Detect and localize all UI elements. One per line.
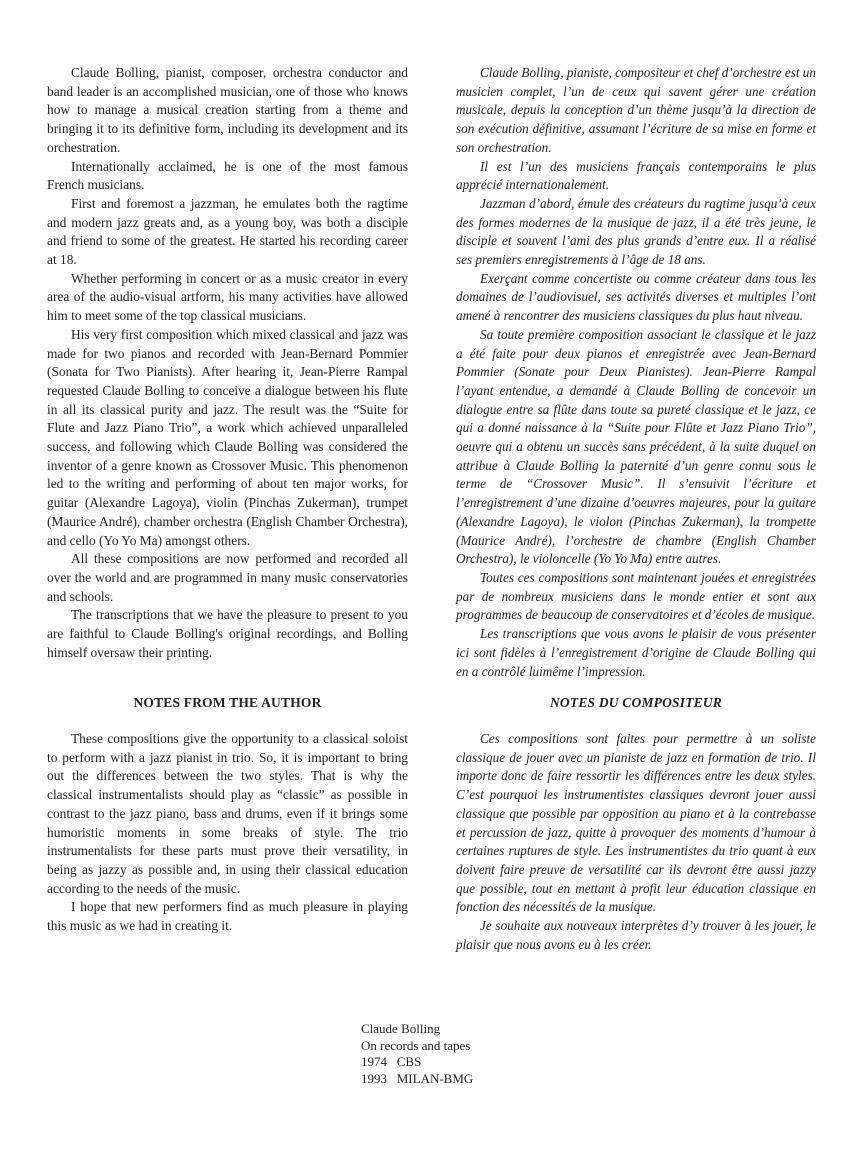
french-notes [456,730,816,954]
credit-label-1993: 1993 MILAN-BMG [361,1070,474,1086]
french-biography [456,64,816,681]
credit-media: On records and tapes [361,1037,471,1053]
en-notes-paragraph: I hope that new performers find as much pleasure in playing this music as we had in creating it. [47,899,408,934]
notes-from-author-heading: NOTES FROM THE AUTHOR [133,695,322,710]
en-notes-paragraph: These compositions give the opportunity to a classical soloist to perform with a jazz pianist in trio. So, it is important to bring out the differences between the two styles. That is why the classical instrumentalists should play as “classic” as possible in contrast to the jazz piano, bass and drums, even if it brings some humoristic moments in some breaks of style. The trio instrumentalists for these parts must prove their versatility, in being as jazzy as possible and, in using their classical education according to the needs of the music. [47,731,408,896]
fr-bio-paragraph: Claude Bolling, pianiste, compositeur et chef d’orchestre est un musicien complet, l’un de ceux qui savent gérer une création musicale, depuis la conception d’un thème jusqu’à la direction de son exécution définitive, assumant l’écriture de sa mise en forme et son orchestration. [456,65,816,155]
fr-bio-paragraph: Il est l’un des musiciens français contemporains le plus apprécié internationalement. [456,158,816,193]
en-bio-paragraph: His very first composition which mixed classical and jazz was made for two pianos and recorded with Jean-Bernard Pommier (Sonata for Two Pianists). After hearing it, Jean-Pierre Rampal requested Claude Bolling to conceive a dialogue between his flute in all its classical purity and jazz. The result was the “Suite for Flute and Jazz Piano Trio”, a work which achieved unparalleled success, and following which Claude Bolling was considered the inventor of a genre known as Crossover Music. This phenomenon led to the writing and performing of about ten major works, for guitar (Alexandre Lagoya), violin (Pinchas Zukerman), trumpet (Maurice André), chamber orchestra (English Chamber Orchestra), and cello (Yo Yo Ma) amongst others. [47,326,408,548]
fr-bio-paragraph: Exerçant comme concertiste ou comme créateur dans tous les domaines de l’audiovisuel, ses activités diverses et multiples l’ont amené à rencontrer des musiciens classiques du plus haut niveau. [456,270,816,324]
en-bio-paragraph: Claude Bolling, pianist, composer, orchestra conductor and band leader is an accomplished musician, one of those who knows how to manage a musical creation starting from a theme and bringing it to its definitive form, including its development and its orchestration. [47,65,408,155]
fr-notes-paragraph: Je souhaite aux nouveaux interprètes d’y trouver à les jouer, le plaisir que nous avons eu à les créer. [456,918,816,952]
en-bio-paragraph: All these compositions are now performed and recorded all over the world and are programmed in many music conservatories and schools. [47,551,408,604]
fr-bio-paragraph: Les transcriptions que vous avons le plaisir de vous présenter ici sont fidèles à l’enregistrement d’origine de Claude Bolling qui en a contrôlé luimême l’impression. [456,626,816,679]
credit-artist: Claude Bolling [361,1021,441,1036]
english-notes [47,730,408,936]
en-bio-paragraph: Whether performing in concert or as a music creator in every area of the audio-visual artform, his many activities have allowed him to meet some of the top classical musicians. [47,270,408,324]
en-bio-paragraph: The transcriptions that we have the pleasure to present to you are faithful to Claude Bolling's original recordings, and Bolling himself oversaw their printing. [47,607,408,660]
recording-credits [361,1021,473,1087]
fr-bio-paragraph: Jazzman d’abord, émule des créateurs du ragtime jusqu’à ceux des formes modernes de la musique de jazz, il a été très jeune, le disciple et souvent l’ami des plus grands d’entre eux. Il a réalisé ses premiers enregistrements à l’âge de 18 ans. [456,195,816,268]
fr-bio-paragraph: Sa toute première composition associant le classique et le jazz a été faite pour deux pianos et enregistrée avec Jean-Bernard Pommier (Sonate pour Deux Pianistes). Jean-Pierre Rampal l’ayant entendue, a demandé à Claude Bolling de concevoir un dialogue entre sa flûte dans toute sa pureté classique et le jazz, ce qui a donné naissance à la “Suite pour Flûte et Jazz Piano Trio”, oeuvre qui a obtenu un succès sans précédent, à la suite duquel on attribue à Claude Bolling la paternité d’un genre connu sous le terme de “Crossover Music”. Il s’ensuivit l’écriture et l’enregistrement d’une dizaine d’oeuvres majeures, pour la guitare (Alexandre Lagoya), le violon (Pinchas Zukerman), la trompette (Maurice André), l’orchestre de chambre (English Chamber Orchestra), le violoncelle (Yo Yo Ma) entre autres. [456,326,816,567]
fr-bio-paragraph: Toutes ces compositions sont maintenant jouées et enregistrées par de nombreux musiciens dans le monde entier et sont aux programmes de beaucoup de conservatoires et d’écoles de musique. [456,569,816,623]
credit-label-1974: 1974 CBS [361,1054,422,1069]
en-bio-paragraph: Internationally acclaimed, he is one of the most famous French musicians. [47,158,408,193]
fr-notes-paragraph: Ces compositions sont faites pour permettre à un soliste classique de jouer avec un pianiste de jazz en formation de trio. Il importe donc de faire ressortir les différences entre les deux styles. C’est pourquoi les instrumentistes classiques devront jouer aussi classique que possible par opposition au piano et à la contrebasse et percussion de jazz, quitte à provoquer des moments d’humour à certaines ruptures de style. Les instrumentistes du trio quant à eux doivent faire preuve de versatilité car ils devront être aussi jazzy que possible, tout en mettant à profit leur éducation classique en fonction des nécessités de la musique. [456,731,816,915]
english-biography [47,64,408,663]
en-bio-paragraph: First and foremost a jazzman, he emulates both the ragtime and modern jazz greats and, as a young boy, was both a disciple and friend to some of the greatest. He started his recording career at 18. [47,195,408,268]
notes-du-compositeur-heading: NOTES DU COMPOSITEUR [549,695,723,710]
